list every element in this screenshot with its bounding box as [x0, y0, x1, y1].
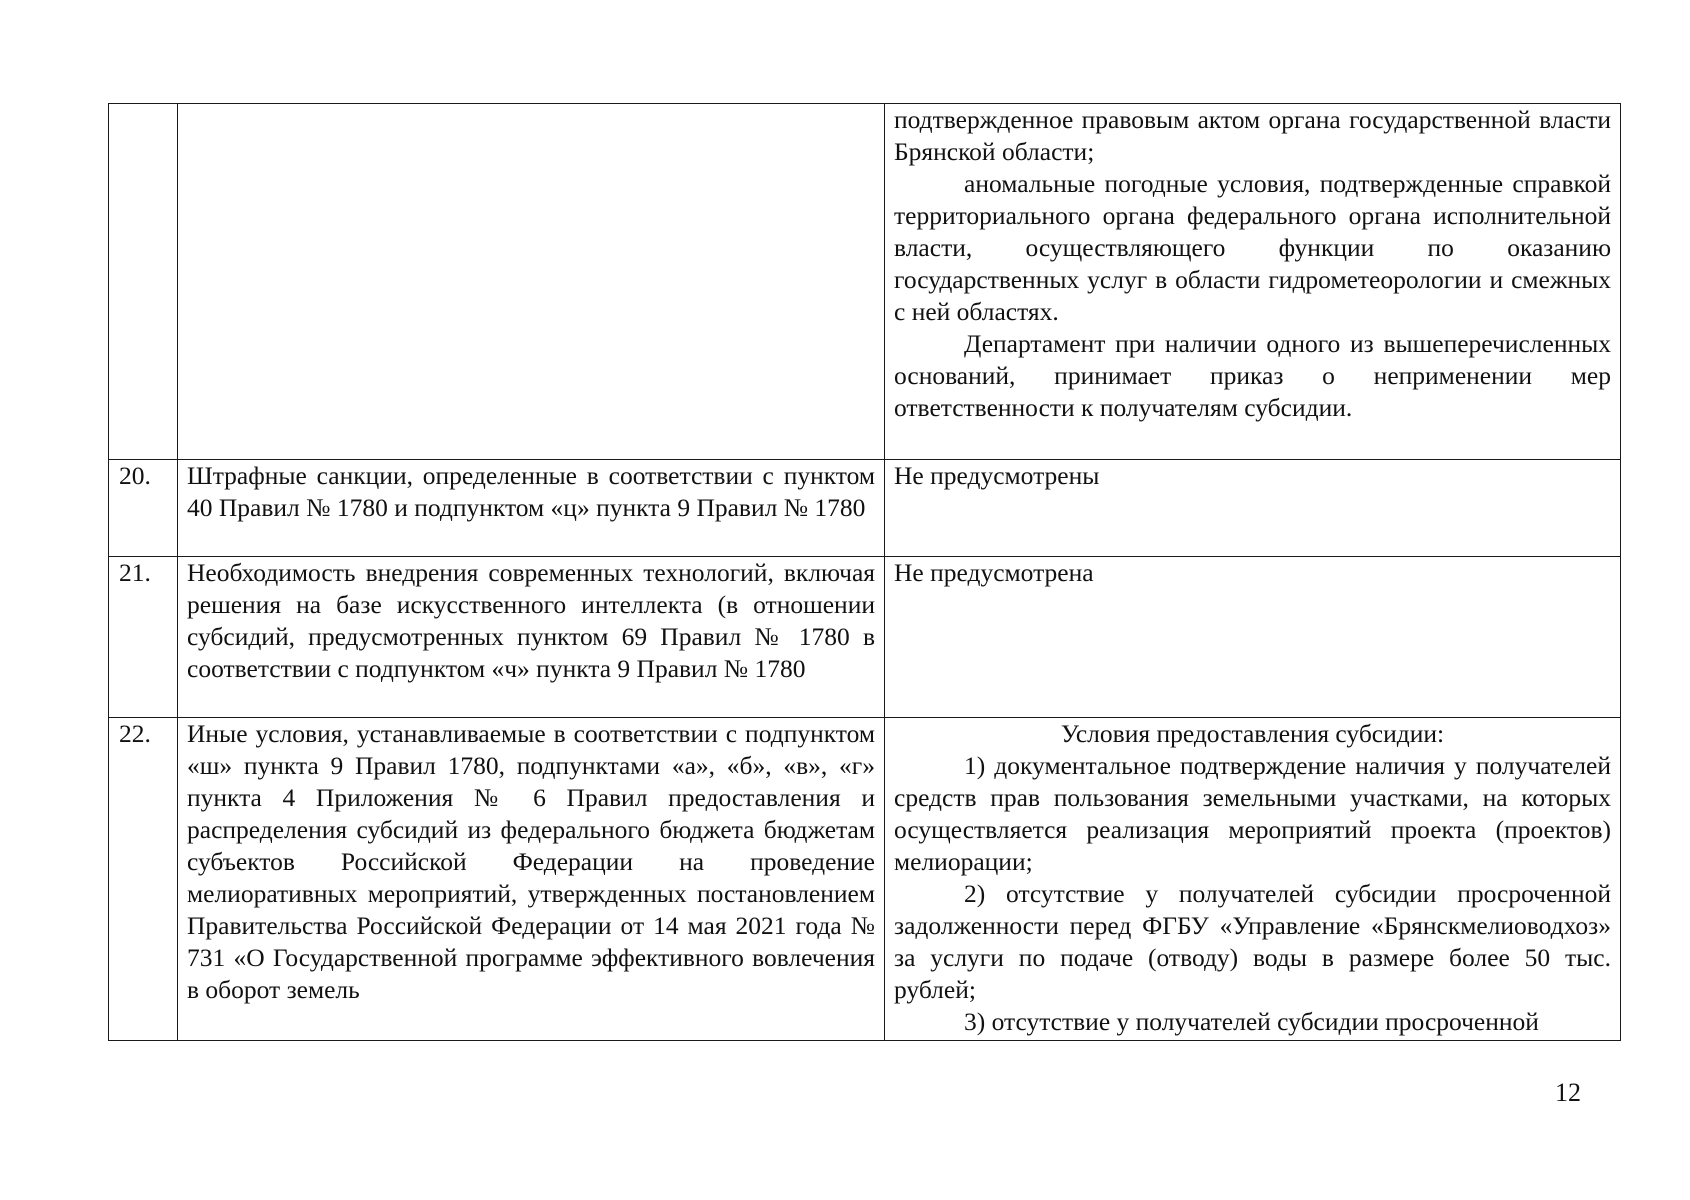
row-number-cell	[109, 104, 178, 460]
page-number: 12	[1555, 1078, 1581, 1107]
condition-item-3: 3) отсутствие у получателей субсидии просроченной	[964, 1007, 1539, 1036]
department-paragraph: Департамент при наличии одного из вышеперечисленных оснований, принимает приказ о неприменении мер ответственности к получателям субсидии.	[894, 329, 1611, 422]
table-row-continuation	[109, 104, 1621, 460]
requirement-cell	[178, 104, 885, 460]
row-number-cell: 21.	[109, 557, 178, 718]
row-number-cell: 20.	[109, 460, 178, 557]
requirement-cell	[178, 718, 885, 1041]
continuation-paragraph: подтвержденное правовым актом органа государственной власти Брянской области;	[894, 105, 1611, 166]
conditions-heading: Условия предоставления субсидии:	[1060, 719, 1445, 748]
value-cell	[885, 104, 1621, 460]
weather-paragraph: аномальные погодные условия, подтвержденные справкой территориального органа федерального органа исполнительной власти, осуществляющего функции по оказанию государственных услуг в области гидрометеорологии и смежных с ней областях.	[894, 169, 1611, 326]
value-cell	[885, 718, 1621, 1041]
condition-item-2: 2) отсутствие у получателей субсидии просроченной задолженности перед ФГБУ «Управление «Брянскмелиоводхоз» за услуги по подаче (отводу) воды в размере более 50 тыс. рублей;	[894, 879, 1611, 1004]
value-cell: Не предусмотрена	[885, 557, 1621, 718]
row-number-cell: 22.	[109, 718, 178, 1041]
condition-item-1: 1) документальное подтверждение наличия у получателей средств прав пользования земельными участками, на которых осуществляется реализация мероприятий проекта (проектов) мелиорации;	[894, 751, 1611, 876]
table-row-22	[109, 718, 1621, 1041]
table-row-21	[109, 557, 1621, 718]
conditions-table	[108, 103, 1621, 1041]
requirement-cell: Необходимость внедрения современных технологий, включая решения на базе искусственного интеллекта (в отношении субсидий, предусмотренных пунктом 69 Правил № 1780 в соответствии с подпунктом «ч» пункта 9 Правил № 1780	[178, 557, 885, 718]
requirement-text: Иные условия, устанавливаемые в соответствии с подпунктом «ш» пункта 9 Правил 1780, подпунктами «а», «б», «в», «г» пункта 4 Приложения № 6 Правил предоставления и распределения субсидий из федерального бюджета бюджетам субъектов Российской Федерации на проведение мелиоративных мероприятий, утвержденных постановлением Правительства Российской Федерации от 14 мая 2021 года № 731 «О Государственной программе эффективного вовлечения в оборот земель	[187, 719, 875, 1004]
requirement-cell: Штрафные санкции, определенные в соответствии с пунктом 40 Правил № 1780 и подпунктом «ц» пункта 9 Правил № 1780	[178, 460, 885, 557]
table-row-20	[109, 460, 1621, 557]
value-content	[894, 718, 1611, 1040]
value-cell: Не предусмотрены	[885, 460, 1621, 557]
